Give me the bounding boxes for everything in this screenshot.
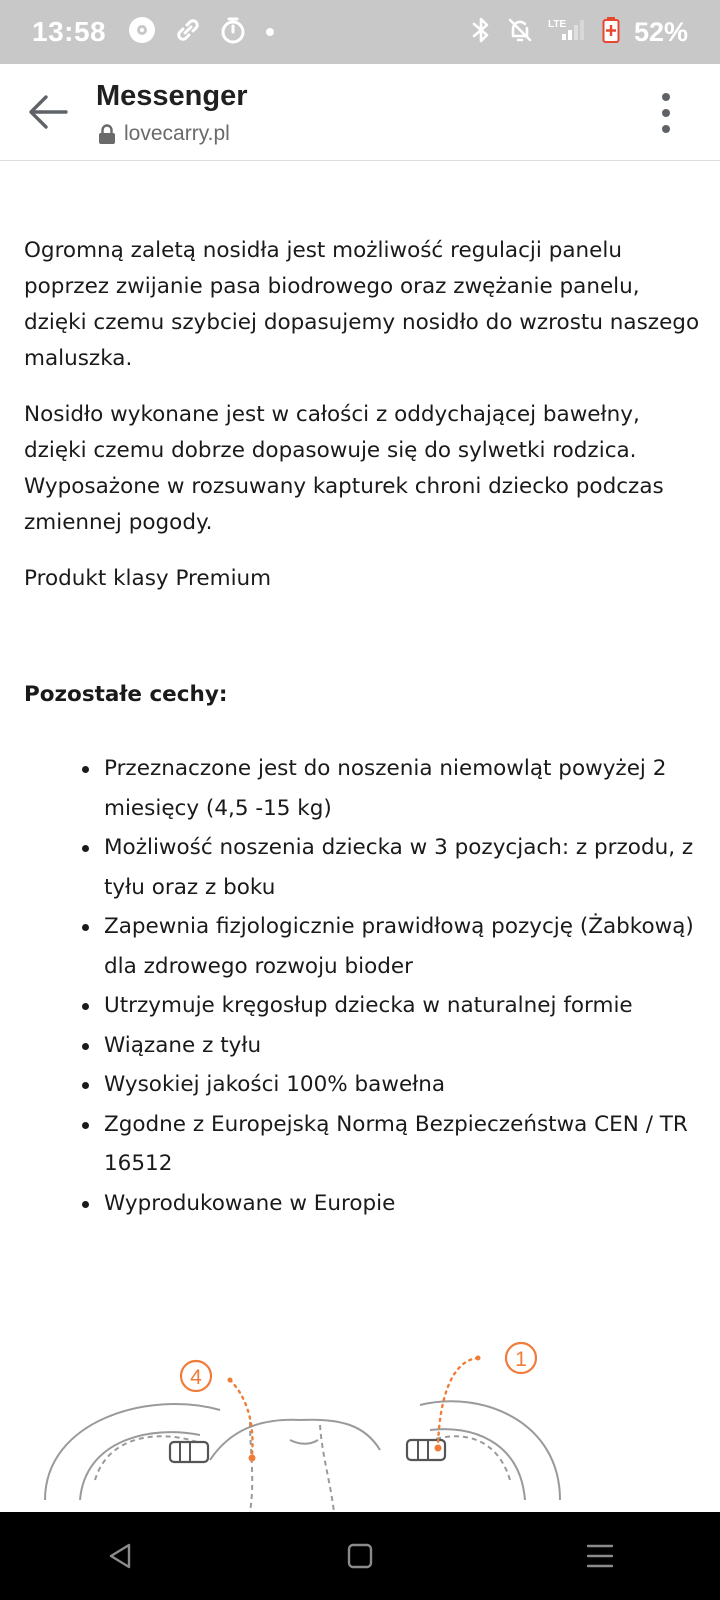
dot-icon xyxy=(264,23,276,42)
page-url[interactable] xyxy=(98,122,230,146)
network-label: LTE xyxy=(547,19,567,30)
recents-lines-icon xyxy=(585,1542,615,1570)
description-paragraph-2: Nosidło wykonane jest w całości z oddychającej bawełny, dzięki czemu dobrze dopasowuje się do sylwetki rodzica. Wyposażone w rozsuwany kapturek chroni dziecko podczas zmiennej pogody. xyxy=(24,402,664,535)
home-square-icon xyxy=(346,1542,374,1570)
list-item: Zgodne z Europejską Normą Bezpieczeństwa CEN / TR 16512 xyxy=(24,1105,714,1184)
page-title: Messenger xyxy=(96,80,248,112)
list-item: Możliwość noszenia dziecka w 3 pozycjach: z przodu, z tyłu oraz z boku xyxy=(24,828,714,907)
list-item: Zapewnia fizjologicznie prawidłową pozycję (Żabkową) dla zdrowego rozwoju bioder xyxy=(24,907,714,986)
marker-4 xyxy=(181,1361,211,1391)
bluetooth-icon xyxy=(470,16,492,48)
description-paragraph-3: Produkt klasy Premium xyxy=(24,566,272,591)
url-text: lovecarry.pl xyxy=(124,122,230,145)
menu-dot-icon xyxy=(662,93,670,101)
list-item: Wiązane z tyłu xyxy=(24,1026,714,1066)
list-item: Przeznaczone jest do noszenia niemowląt powyżej 2 miesięcy (4,5 -15 kg) xyxy=(24,749,714,828)
battery-percent: 52% xyxy=(633,16,688,47)
list-item: Wyprodukowane w Europie xyxy=(24,1184,714,1224)
marker-1-label: 1 xyxy=(515,1348,527,1371)
marker-4-label: 4 xyxy=(190,1366,202,1389)
features-heading: Pozostałe cechy: xyxy=(24,682,228,707)
features-list xyxy=(24,749,714,1223)
carrier-illustration xyxy=(0,1330,720,1512)
status-right-icons xyxy=(470,16,688,48)
media-icon xyxy=(128,16,156,48)
timer-icon xyxy=(220,16,246,48)
nav-back-button[interactable] xyxy=(90,1526,150,1586)
list-item: Utrzymuje kręgosłup dziecka w naturalnej formie xyxy=(24,986,714,1026)
mute-icon xyxy=(506,16,534,48)
arrow-left-icon xyxy=(26,92,70,132)
menu-dot-icon xyxy=(662,125,670,133)
link-icon xyxy=(174,16,202,48)
back-button[interactable] xyxy=(20,86,76,138)
nav-home-button[interactable] xyxy=(330,1526,390,1586)
description-paragraph-1: Ogromną zaletą nosidła jest możliwość regulacji panelu poprzez zwijanie pasa biodrowego oraz zwężanie panelu, dzięki czemu szybciej dopasujemy nosidło do wzrostu naszego maluszka. xyxy=(24,238,700,371)
marker-1 xyxy=(506,1343,536,1373)
signal-icon xyxy=(548,16,588,48)
status-bar xyxy=(0,0,720,64)
lock-icon xyxy=(98,124,116,144)
list-item: Wysokiej jakości 100% bawełna xyxy=(24,1065,714,1105)
system-navigation-bar xyxy=(0,1512,720,1600)
back-triangle-icon xyxy=(106,1541,134,1571)
nav-recents-button[interactable] xyxy=(570,1526,630,1586)
battery-icon xyxy=(602,16,620,48)
carrier-diagram xyxy=(0,1330,720,1512)
custom-tab-toolbar xyxy=(0,64,720,161)
overflow-menu-button[interactable] xyxy=(652,90,680,136)
status-time: 13:58 xyxy=(32,16,107,47)
menu-dot-icon xyxy=(662,109,670,117)
status-left-icons xyxy=(128,16,276,48)
